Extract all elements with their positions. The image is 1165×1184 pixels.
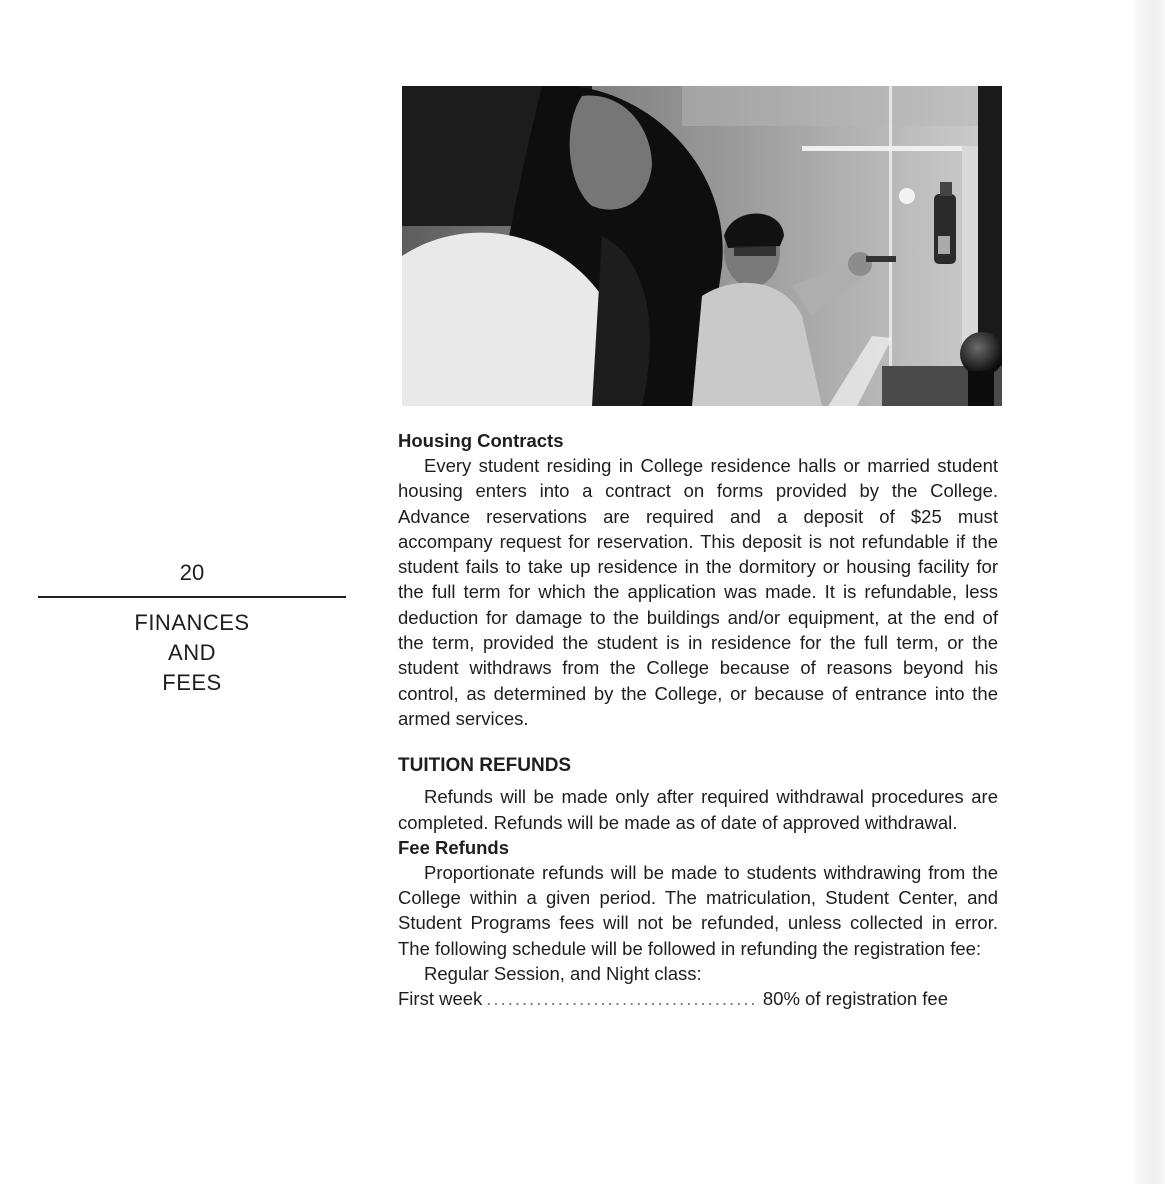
schedule-heading: Regular Session, and Night class:: [424, 963, 702, 985]
page-edge-shading: [1135, 0, 1165, 1184]
tuition-refunds-heading: TUITION REFUNDS: [398, 755, 572, 777]
section-title: [38, 608, 346, 698]
housing-contracts-paragraph: Every student residing in College residence halls or married student housing enters into a contract on forms provided by the College. Advance reservations are required and a deposit of $25 must accompany request for reservation. This deposit is not refundable if the student fails to take up residence in the dormitory or housing facility for the full term for which the application was made. It is refundable, less deduction for damage to the buildings and/or equipment, at the end of the term, provided the student is in residence for the full term, or the student withdraws from the College because of reasons beyond his control, as determined by the College, or because of entrance into the armed services.: [398, 455, 998, 729]
section-title-line: FEES: [162, 670, 222, 695]
laboratory-photo: [402, 86, 1002, 406]
section-marker: [38, 558, 346, 698]
dot-leader: [486, 986, 759, 1011]
tuition-refunds-paragraph: Refunds will be made only after required withdrawal procedures are completed. Refunds will be made as of date of approved withdrawal.: [398, 786, 998, 833]
housing-contracts-heading: Housing Contracts: [398, 430, 564, 451]
divider: [38, 596, 346, 598]
section-title-line: AND: [168, 640, 216, 665]
fee-refunds-paragraph: Proportionate refunds will be made to students withdrawing from the College within a given period. The matriculation, Student Center, and Student Programs fees will not be refunded, unless collected in error. The following schedule will be followed in refunding the registration fee:: [398, 861, 998, 959]
fee-refunds-heading: Fee Refunds: [398, 836, 510, 858]
schedule-row: [398, 986, 948, 1011]
schedule-amount: 80% of registration fee: [762, 988, 948, 1010]
main-column: [398, 428, 998, 1012]
page-number: 20: [179, 560, 205, 585]
section-title-line: FINANCES: [134, 610, 250, 635]
schedule-period: First week: [398, 988, 483, 1010]
